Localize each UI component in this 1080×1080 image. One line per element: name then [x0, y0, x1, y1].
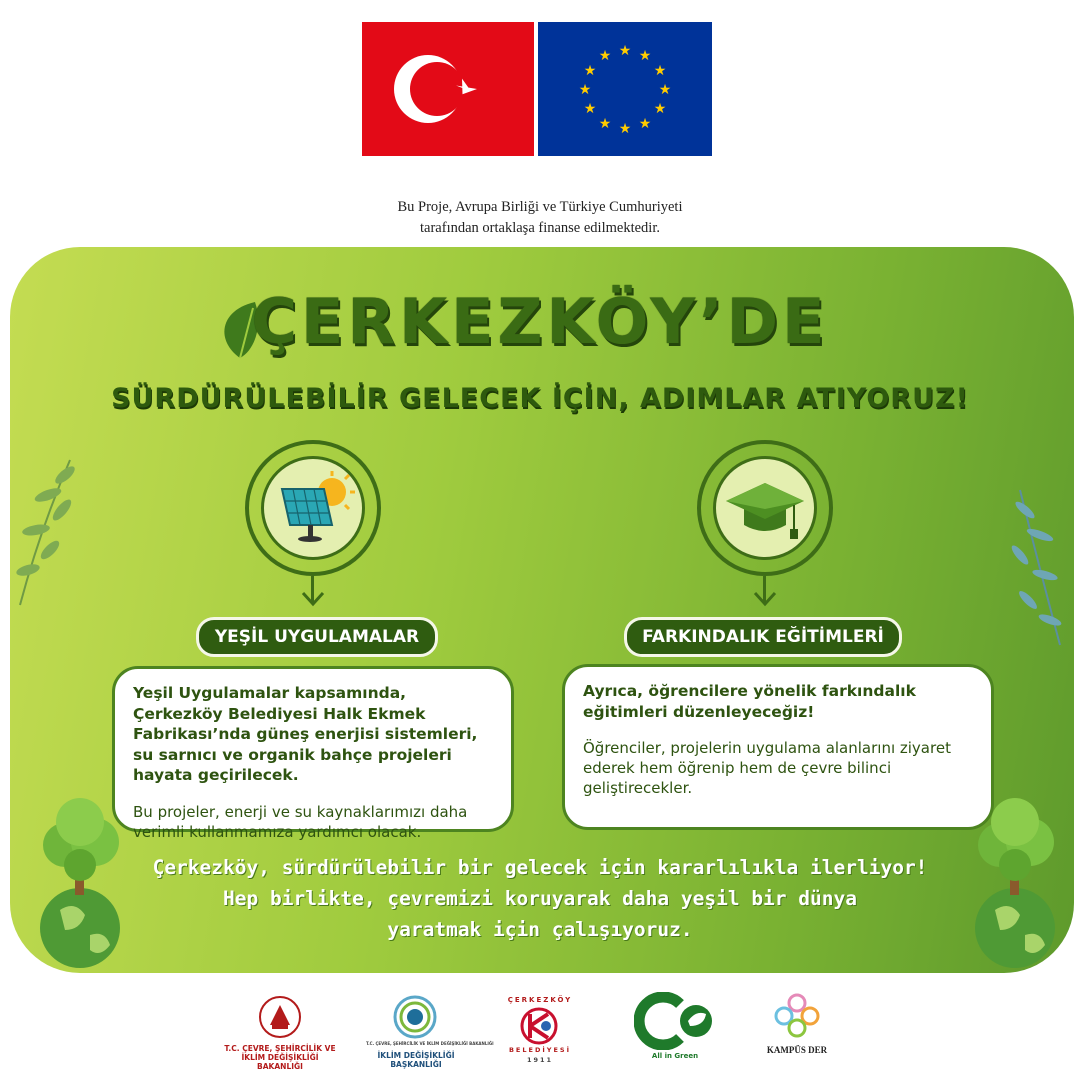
svg-text:★: ★ [653, 101, 667, 117]
svg-text:★: ★ [638, 116, 652, 132]
all-in-green-logo-icon [634, 992, 716, 1050]
main-title: ÇERKEZKÖY’DE [251, 285, 829, 358]
solar-icon-ring [245, 440, 381, 576]
climate-presidency-line-2: BAŞKANLIĞI [390, 1060, 442, 1069]
ministry-emblem-icon [258, 995, 302, 1039]
municipality-name-bottom: BELEDİYESİ [508, 1046, 572, 1054]
climate-presidency-emblem-icon [392, 994, 438, 1040]
funding-line-1: Bu Proje, Avrupa Birliği ve Türkiye Cumhuriyeti [397, 199, 683, 215]
awareness-trainings-text: Öğrenciler, projelerin uygulama alanlarını ziyaret ederek hem öğrenip hem de çevre bilinci geliştirecekler. [583, 739, 951, 797]
svg-text:★: ★ [618, 121, 632, 137]
kampus-der-logo-icon [772, 992, 822, 1044]
svg-text:★: ★ [598, 116, 612, 132]
climate-presidency-small-text: T.C. ÇEVRE, ŞEHİRCİLİK VE İKLİM DEĞİŞİKLİĞİ BAKANLIĞI [366, 1041, 494, 1046]
climate-presidency-line-1: İKLİM DEĞİŞİKLİĞİ [377, 1051, 455, 1060]
closing-line-1: Çerkezköy, sürdürülebilir bir gelecek için kararlılıkla ilerliyor! [152, 856, 928, 879]
funding-statement [0, 197, 1080, 239]
section-label-awareness-trainings: FARKINDALIK EĞİTİMLERİ [624, 617, 902, 657]
green-practices-bold-text: Yeşil Uygulamalar kapsamında, Çerkezköy Belediyesi Halk Ekmek Fabrikası’nda güneş enerjisi sistemleri, su sarnıcı ve organik bahçe projeleri hayata geçirilecek. [133, 684, 478, 784]
svg-text:★: ★ [583, 101, 597, 117]
arrow-down-icon [300, 590, 326, 608]
section-label-green-practices: YEŞİL UYGULAMALAR [196, 617, 438, 657]
municipality-name-top: ÇERKEZKÖY [507, 996, 573, 1004]
awareness-trainings-bold-text: Ayrıca, öğrencilere yönelik farkındalık eğitimleri düzenleyeceğiz! [583, 682, 916, 721]
svg-text:★: ★ [578, 82, 592, 98]
closing-line-3: yaratmak için çalışıyoruz. [387, 918, 693, 941]
closing-message [0, 852, 1080, 945]
closing-line-2: Hep birlikte, çevremizi koruyarak daha yeşil bir dünya [223, 887, 857, 910]
all-in-green-logo-text: All in Green [651, 1052, 699, 1060]
left-branch-icon [10, 450, 80, 610]
kampus-der-logo-text: KAMPÜS DER [766, 1045, 828, 1055]
education-icon-ring [697, 440, 833, 576]
solar-panel-icon [264, 459, 362, 557]
green-practices-card [112, 666, 514, 841]
eu-flag-icon [538, 22, 712, 156]
green-practices-text: Bu projeler, enerji ve su kaynaklarımızı daha verimli kullanmamıza yardımcı olacak. [133, 802, 468, 841]
funding-line-2: tarafından ortaklaşa finanse edilmektedir. [420, 220, 660, 236]
ministry-logo-text: T.C. ÇEVRE, ŞEHİRCİLİK VE İKLİM DEĞİŞİKLİĞİ BAKANLIĞI [224, 1044, 336, 1071]
turkey-flag-icon [362, 22, 534, 156]
sub-title: SÜRDÜRÜLEBİLİR GELECEK İÇİN, ADIMLAR ATIYORUZ! [111, 383, 969, 414]
svg-text:★: ★ [658, 82, 672, 98]
svg-text:★: ★ [583, 63, 597, 79]
svg-text:★: ★ [598, 48, 612, 64]
svg-text:★: ★ [653, 63, 667, 79]
svg-text:★: ★ [618, 43, 632, 59]
municipality-emblem-icon [516, 1006, 562, 1046]
graduation-cap-icon [716, 459, 814, 557]
municipality-year: 1911 [526, 1056, 554, 1064]
right-branch-icon [1000, 480, 1070, 650]
awareness-trainings-card [562, 664, 994, 830]
arrow-down-icon [752, 590, 778, 608]
svg-text:★: ★ [638, 48, 652, 64]
